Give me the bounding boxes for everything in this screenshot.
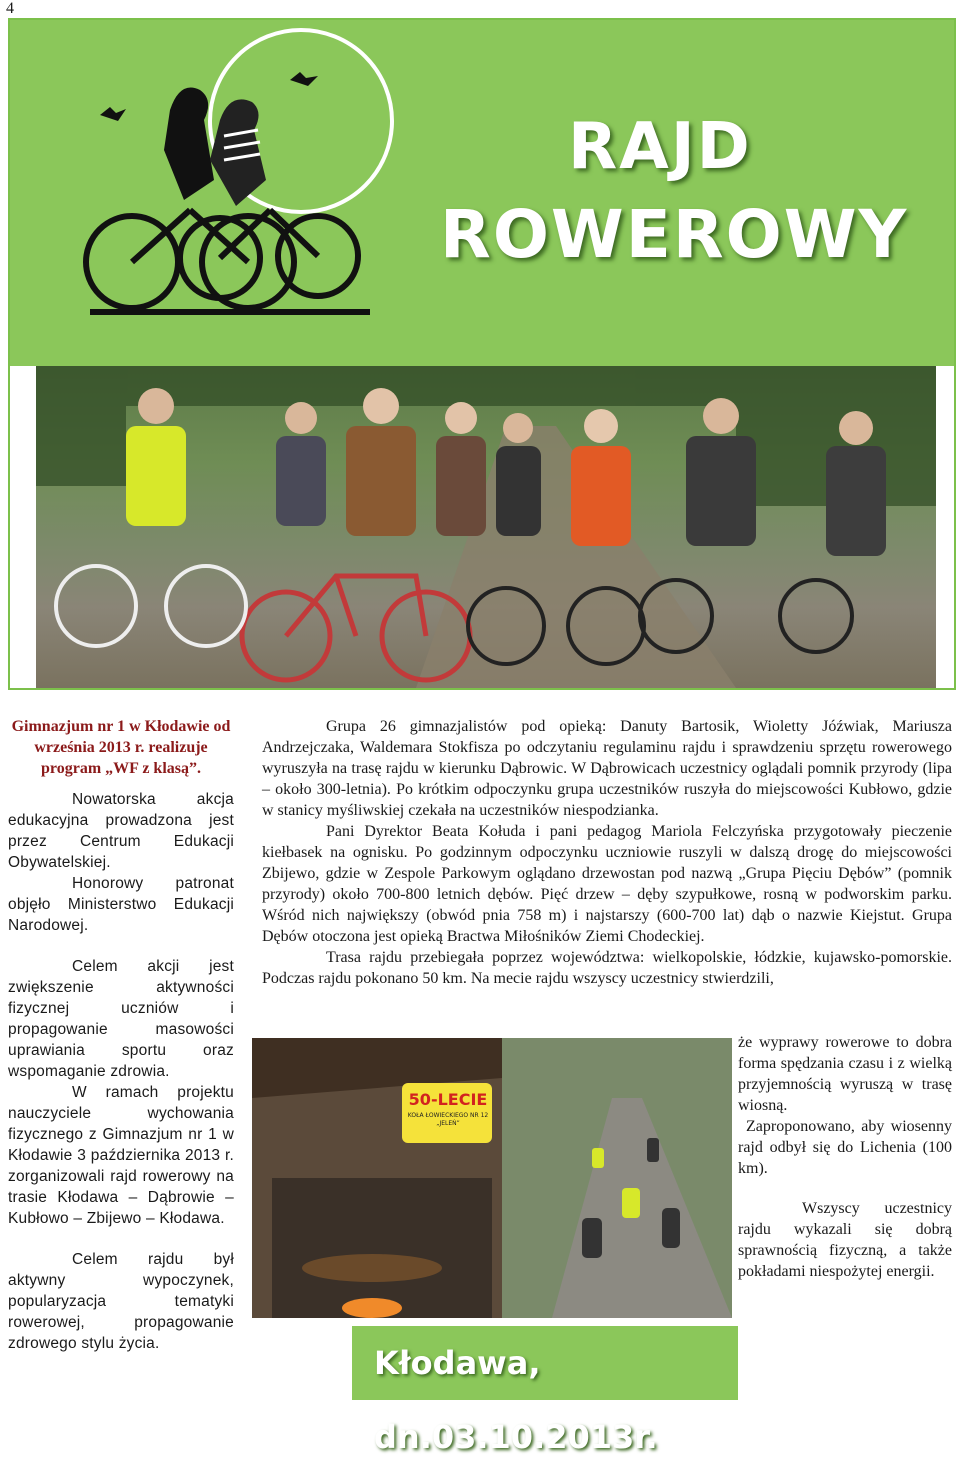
cyclists-logo-icon	[70, 40, 400, 330]
left-paragraph: Nowatorska akcja edukacyjna prowadzona jest przez Centrum Edukacji Obywatelskiej.	[8, 791, 234, 871]
masthead	[8, 18, 956, 690]
side-column-bottom	[738, 1198, 952, 1282]
left-paragraph: Honorowy patronat objęło Ministerstwo Edukacji Narodowej.	[8, 875, 234, 934]
left-paragraph: W ramach projektu nauczyciele wychowania fizycznego z Gimnazjum nr 1 w Kłodawie 3 października 2013 r. zorganizowali rajd rowerowy na trasie Kłodawa – Dąbrowie – Kubłowo – Zbijewo – Kłodawa.	[8, 1084, 234, 1227]
left-column	[8, 716, 234, 1354]
right-column	[262, 716, 952, 989]
group-photo-illustration	[36, 366, 936, 688]
title-line-1: RAJD	[568, 110, 752, 184]
page-number: 4	[6, 0, 14, 17]
intro-text: Gimnazjum nr 1 w Kłodawie od września 2013 r. realizuje program „WF z klasą”.	[11, 718, 231, 777]
title-banner	[10, 20, 954, 366]
group-photo	[36, 366, 936, 688]
side-paragraph: Zaproponowano, aby wiosenny rajd odbył się do Lichenia (100 km).	[738, 1118, 952, 1177]
right-paragraph: Trasa rajdu przebiegała poprzez województwa: wielkopolskie, łódzkie, kujawsko-pomorskie. Podczas rajdu pokonano 50 km. Na mecie rajdu wszyscy uczestnicy stwierdzili,	[262, 949, 952, 987]
side-paragraph: że wyprawy rowerowe to dobra forma spędzania czasu i z wielką przyjemnością wyruszą w trasę wiosną.	[738, 1034, 952, 1114]
left-paragraph: Celem akcji jest zwiększenie aktywności fizycznej uczniów i propagowanie masowości uprawiania sportu oraz wspomaganie zdrowia.	[8, 958, 234, 1080]
bonfire-and-ride-photo	[252, 1038, 732, 1318]
title-line-2: ROWEROWY	[440, 196, 909, 273]
side-paragraph: Wszyscy uczestnicy rajdu wykazali się dobrą sprawnością fizyczną, a także pokładami niespożytej energii.	[738, 1200, 952, 1280]
left-paragraph: Celem rajdu był aktywny wypoczynek, popularyzacja tematyki rowerowej, propagowanie zdrowego stylu życia.	[8, 1251, 234, 1352]
right-paragraph: Pani Dyrektor Beata Kołuda i pani pedagog Mariola Felczyńska przygotowały pieczenie kiełbasek na ognisku. Po godzinnym odpoczynku uczniowie ruszyli w dalszą drogę do miejscowości Zbijewo, gdzie w Zespole Parkowym oglądano drzewostan pod nazwą „Grupa Pięciu Dębów” (pomnik przyrody) około 700-800 letnich dębów. Pięć drzew – dęby szypułkowe, rosną w podworskim parku. Wśród nich największy (obwód pnia 758 m) i najstarszy (600-700 lat) dąb o nazwie Kiejstut. Grupa Dębów otoczona jest opieką Bractwa Miłośników Ziemi Chodeckiej.	[262, 823, 952, 945]
bonfire-and-ride-illustration	[252, 1038, 732, 1318]
side-column	[738, 1032, 952, 1179]
date-caption: Kłodawa, dn.03.10.2013r.	[352, 1326, 738, 1400]
right-paragraph: Grupa 26 gimnazjalistów pod opieką: Danuty Bartosik, Wioletty Jóźwiak, Mariusza Andrzejczaka, Waldemara Stokfisza po odczytaniu regulaminu rajdu i sprawdzeniu sprzętu rowerowego wyruszyła na trasę rajdu w kierunku Dąbrowic. W Dąbrowicach uczestnicy oglądali pomnik przyrody (lipa – około 300-letnia). Po krótkim odpoczynku grupa uczestników ruszyła do miejscowości Kubłowo, gdzie w stanicy myśliwskiej czekała na uczestników niespodzianka.	[262, 718, 952, 819]
sign-text: 50-LECIE	[408, 1090, 488, 1109]
sign-subtext: KOŁA ŁOWIECKIEGO NR 12 „JELEŃ”	[407, 1112, 489, 1127]
